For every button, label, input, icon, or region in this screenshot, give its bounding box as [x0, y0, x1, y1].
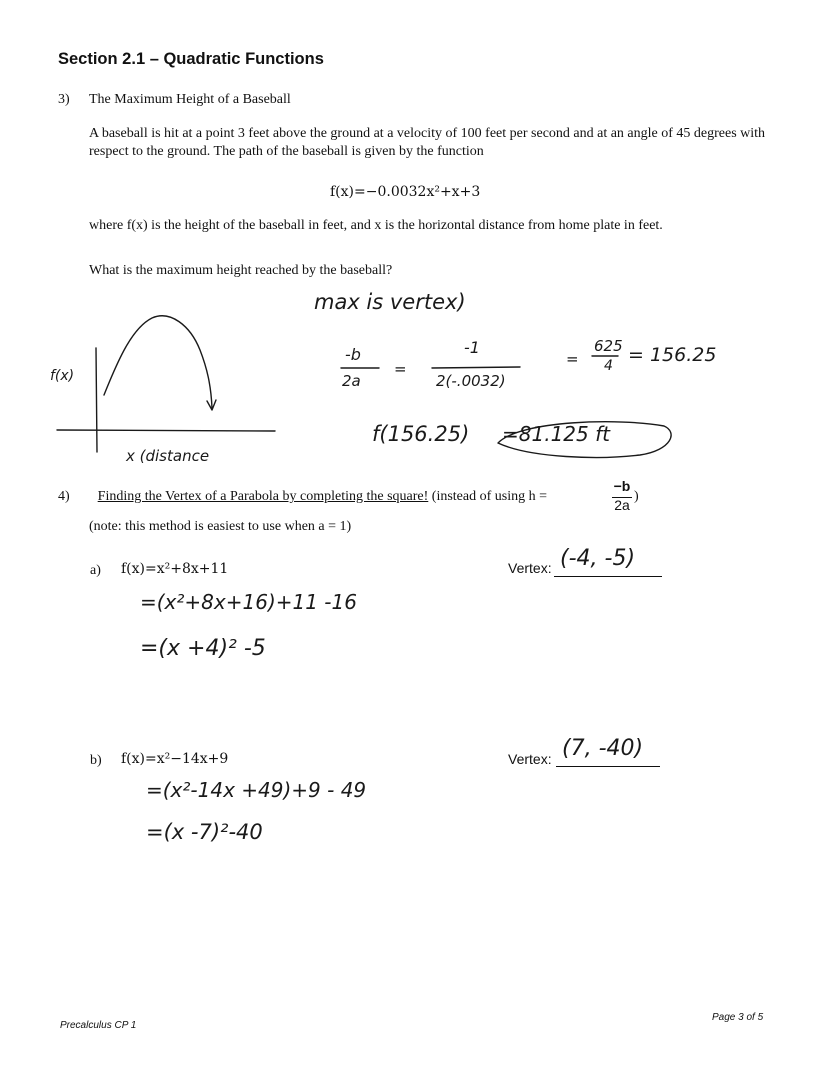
problem-number: 4) [58, 489, 70, 504]
problem-title: The Maximum Height of a Baseball [89, 92, 291, 107]
aside-formula-denominator: 2a [614, 497, 630, 513]
page-number: Page 3 of 5 [712, 1012, 764, 1023]
problem-body: A baseball is hit at a point 3 feet above the ground at a velocity of 100 feet per second and at an angle of 45 degrees with respect to the ground. The path of the baseball is given by the function [89, 126, 766, 159]
vertex-formula-denominator: 2a [342, 372, 361, 390]
part-a-vertex-label: Vertex: [508, 560, 552, 576]
part-a-work-line: =(x +4)² -5 [140, 636, 266, 661]
part-a-work-line: =(x²+8x+16)+11 -16 [140, 590, 357, 614]
part-b-function: f(x)=x²−14x+9 [121, 751, 229, 767]
section-title: Section 2.1 – Quadratic Functions [58, 50, 324, 68]
part-a-label: a) [90, 563, 101, 578]
substitution-denominator: 2(-.0032) [436, 372, 506, 390]
handwritten-note: max is vertex) [314, 290, 466, 314]
part-b-vertex-label: Vertex: [508, 751, 552, 767]
part-b-work-line: =(x²-14x +49)+9 - 49 [146, 778, 367, 802]
part-b-vertex-answer: (7, -40) [562, 736, 644, 761]
max-height-answer: =81.125 ft [502, 422, 610, 446]
baseball-function: f(x)=−0.0032x²+x+3 [330, 184, 481, 200]
equals-sign: = [394, 360, 407, 378]
aside-formula-numerator: −b [613, 478, 631, 494]
x-axis-line [57, 430, 275, 431]
problem-title: Finding the Vertex of a Parabola by completing the square! [97, 489, 429, 504]
answer-circle [498, 422, 671, 458]
vertex-formula-aside: (instead of using h = [431, 489, 547, 504]
problem-number: 3) [58, 92, 70, 107]
y-axis-label: f(x) [50, 368, 75, 384]
part-b-work-line: =(x -7)²-40 [146, 820, 263, 844]
part-b-label: b) [90, 753, 102, 768]
x-vertex-result: = 156.25 [628, 344, 717, 366]
substitution-numerator: -1 [464, 338, 480, 357]
problem-note: (note: this method is easiest to use when a = 1) [89, 519, 352, 534]
part-a-function: f(x)=x²+8x+11 [121, 561, 229, 577]
function-evaluation: f(156.25) [372, 422, 470, 446]
y-axis-line [96, 348, 97, 452]
course-name: Precalculus CP 1 [60, 1020, 137, 1031]
function-explanation: where f(x) is the height of the baseball in feet, and x is the horizontal distance from home plate in feet. [89, 218, 663, 233]
fraction-denominator: 4 [604, 358, 613, 374]
problem-question: What is the maximum height reached by the baseball? [89, 263, 393, 278]
vertex-formula-numerator: -b [345, 345, 361, 364]
x-axis-label: x (distance [126, 447, 210, 465]
equals-sign: = [566, 350, 579, 368]
aside-close-paren: ) [634, 489, 639, 504]
part-a-vertex-answer: (-4, -5) [560, 546, 636, 571]
fraction-numerator: 625 [594, 337, 623, 355]
fraction-bar [432, 367, 520, 368]
parabola-sketch [104, 316, 212, 408]
